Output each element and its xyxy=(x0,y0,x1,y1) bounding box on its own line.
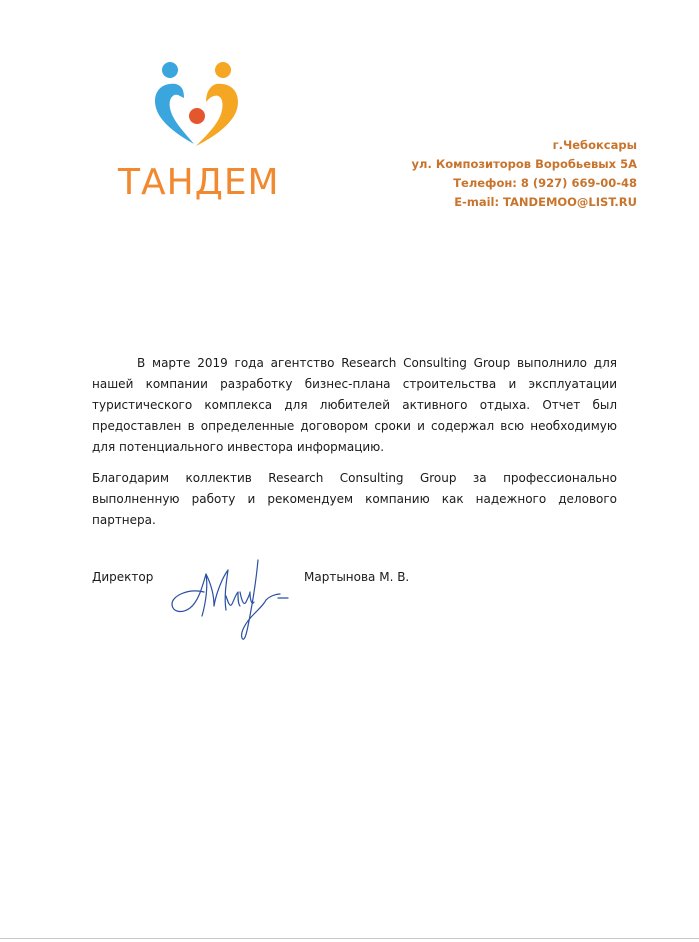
contact-street: ул. Композиторов Воробьевых 5А xyxy=(411,157,637,171)
contact-block xyxy=(412,136,637,212)
letter-body xyxy=(92,353,617,531)
signer-title: Директор xyxy=(92,570,154,584)
contact-email: E-mail: TANDEMOO@LIST.RU xyxy=(454,195,637,209)
page-bottom-rule xyxy=(0,938,699,939)
heart-people-icon xyxy=(150,58,242,148)
company-logo xyxy=(118,58,280,208)
letter-paragraph-2: Благодарим коллектив Research Consulting Group за профессионально выполненную работу и рекомендуем компанию как надежного делового партнера. xyxy=(92,471,617,527)
letter-paragraph-1: В марте 2019 года агентство Research Consulting Group выполнило для нашей компании разработку бизнес-плана строительства и эксплуатации туристического комплекса для любителей активного отдыха. Отчет был предоставлен в определенные договором сроки и содержал всю необходимую для потенциального инвестора информацию. xyxy=(92,356,617,454)
contact-phone: Телефон: 8 (927) 669-00-48 xyxy=(453,176,637,190)
handwritten-signature xyxy=(166,552,291,644)
signer-name: Мартынова М. В. xyxy=(304,570,410,584)
logo-wordmark: ТАНДЕМ xyxy=(118,162,280,203)
contact-city: г.Чебоксары xyxy=(552,138,637,152)
